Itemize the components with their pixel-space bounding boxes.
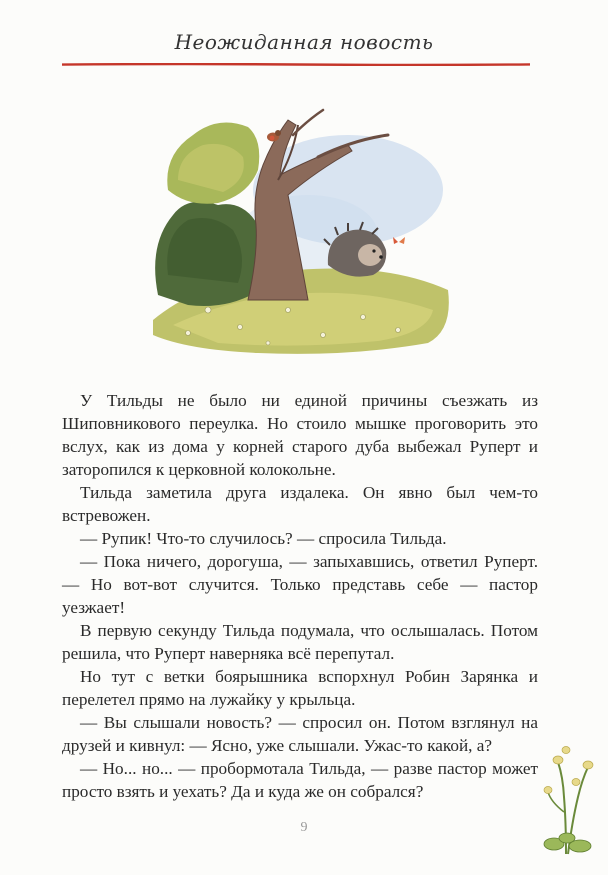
paragraph: — Пока ничего, дорогуша, — запыхавшись, ответил Руперт. — Но вот-вот случится. Только представь себе — пастор уезжает!	[62, 552, 538, 617]
title-underline	[62, 63, 530, 66]
body-text	[62, 389, 538, 803]
paragraph: Тильда заметила друга издалека. Он явно был чем-то встревожен.	[62, 483, 538, 525]
dark-bush	[155, 202, 266, 306]
paragraph: — Вы слышали новость? — спросил он. Потом взглянул на друзей и кивнул: — Ясно, уже слышали. Ужас-то какой, а?	[62, 713, 538, 755]
page-number: 9	[300, 820, 308, 835]
paragraph: — Рупик! Что-то случилось? — спросила Тильда.	[80, 529, 447, 548]
flower-icon	[536, 742, 604, 857]
chapter-title: Неожиданная новость	[174, 30, 434, 54]
tree-foliage	[167, 123, 259, 204]
paragraph: У Тильды не было ни единой причины съезжать из Шиповникового переулка. Но стоило мышке проговорить это вслух, как из дома у корней старого дуба выбежал Руперт и заторопился к церковной колокольне.	[62, 391, 538, 479]
paragraph: В первую секунду Тильда подумала, что ослышалась. Потом решила, что Руперт наверняка всё перепутал.	[62, 621, 538, 663]
paragraph: — Но... но... — пробормотала Тильда, — разве пастор может просто взять и уехать? Да и куда же он собрался?	[62, 759, 538, 801]
paragraph: Но тут с ветки боярышника вспорхнул Робин Зарянка и перелетел прямо на лужайку у крыльца.	[62, 667, 538, 709]
butterfly-icon	[393, 237, 405, 244]
oak-tree-illustration	[148, 95, 458, 365]
